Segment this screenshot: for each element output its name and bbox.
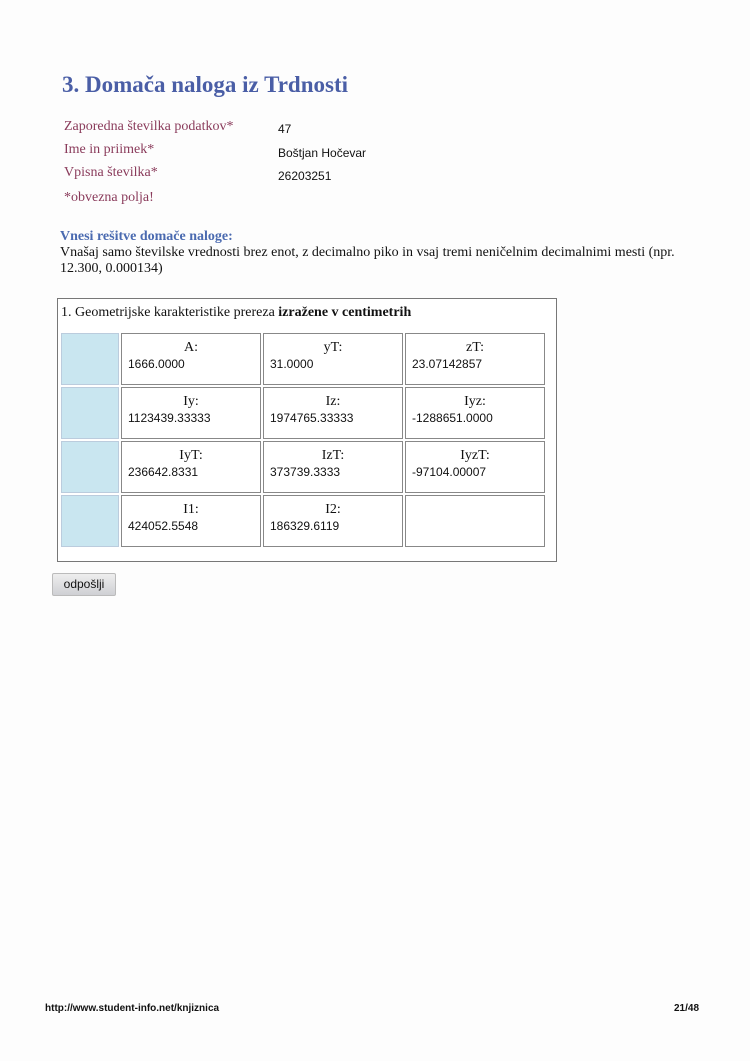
instructions-text: Vnašaj samo številske vrednosti brez enot, z decimalno piko in vsaj tremi neničelnim decimalnimi mesti (npr. 12.300, 0.000134)	[60, 245, 675, 276]
grid-row	[61, 387, 545, 439]
result-value[interactable]: 236642.8331	[128, 465, 199, 479]
result-value[interactable]: 31.0000	[270, 357, 314, 371]
section-header-bold: izražene v centimetrih	[278, 305, 412, 320]
result-value[interactable]: 424052.5548	[128, 519, 199, 533]
result-cell[interactable]	[263, 387, 403, 439]
result-value[interactable]: 373739.3333	[270, 465, 341, 479]
result-cell[interactable]	[263, 441, 403, 493]
section-header	[61, 305, 411, 321]
result-cell[interactable]	[263, 495, 403, 547]
footer-url: http://www.student-info.net/knjiznica	[45, 1003, 220, 1014]
result-cell[interactable]	[121, 387, 261, 439]
field-value-name: Boštjan Hočevar	[278, 146, 367, 160]
row-marker-cell	[61, 333, 119, 385]
result-cell[interactable]	[405, 441, 545, 493]
result-value[interactable]: 1974765.33333	[270, 411, 354, 425]
submit-button[interactable]: odpošlji	[52, 573, 116, 596]
result-label: IyzT:	[460, 448, 490, 463]
grid-row	[61, 333, 545, 385]
results-form-section	[57, 298, 557, 562]
grid-row	[61, 441, 545, 493]
result-value[interactable]: -97104.00007	[412, 465, 487, 479]
row-marker-cell	[61, 441, 119, 493]
result-value[interactable]: 1123439.33333	[128, 411, 211, 425]
result-label: A:	[184, 340, 198, 355]
page-title: 3. Domača naloga iz Trdnosti	[62, 72, 349, 97]
row-marker-cell	[61, 495, 119, 547]
results-grid	[59, 331, 547, 549]
result-value[interactable]: 23.07142857	[412, 357, 483, 371]
page-number: 21/48	[674, 1003, 700, 1014]
result-label: IyT:	[179, 448, 203, 463]
result-label: IzT:	[321, 448, 345, 463]
required-note: *obvezna polja!	[64, 190, 154, 205]
result-label: zT:	[466, 340, 484, 355]
field-value-data-number: 47	[278, 122, 292, 136]
field-label-student-id: Vpisna številka*	[64, 165, 158, 180]
result-label: Iz:	[325, 394, 341, 409]
result-cell[interactable]	[121, 441, 261, 493]
result-cell[interactable]	[405, 495, 545, 547]
result-label: yT:	[323, 340, 343, 355]
row-marker-cell	[61, 387, 119, 439]
field-label-name: Ime in priimek*	[64, 142, 155, 157]
result-value[interactable]: -1288651.0000	[412, 411, 493, 425]
field-label-data-number: Zaporedna številka podatkov*	[64, 119, 234, 134]
instructions-heading: Vnesi rešitve domače naloge:	[60, 229, 233, 244]
result-label: Iy:	[183, 394, 199, 409]
result-label: Iyz:	[464, 394, 486, 409]
result-cell[interactable]	[121, 495, 261, 547]
result-cell[interactable]	[405, 333, 545, 385]
result-cell[interactable]	[263, 333, 403, 385]
result-cell[interactable]	[405, 387, 545, 439]
grid-row	[61, 495, 545, 547]
result-value[interactable]: 1666.0000	[128, 357, 185, 371]
result-cell[interactable]	[121, 333, 261, 385]
result-label: I2:	[325, 502, 341, 517]
section-header-text: 1. Geometrijske karakteristike prereza	[61, 305, 279, 320]
field-value-student-id: 26203251	[278, 169, 332, 183]
result-label: I1:	[183, 502, 199, 517]
result-value[interactable]: 186329.6119	[270, 519, 340, 533]
